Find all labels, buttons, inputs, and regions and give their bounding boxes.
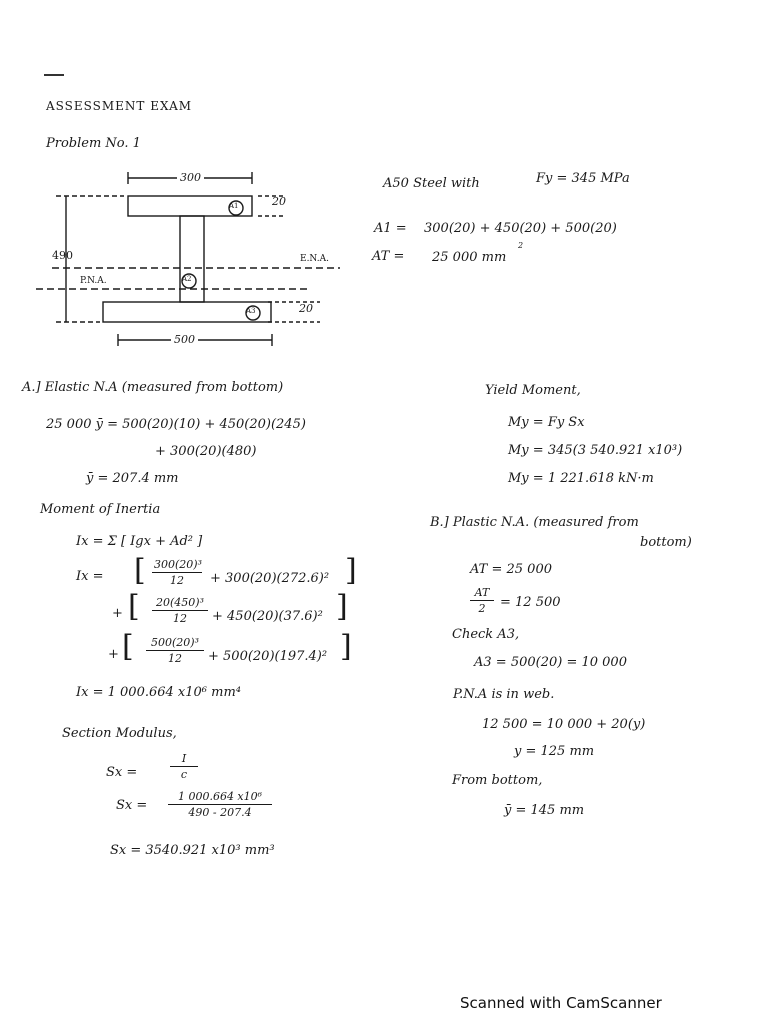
camscanner-watermark: Scanned with CamScanner <box>460 994 662 1012</box>
half-area-fraction: $\frac{AT}{2}$ <box>470 586 494 615</box>
part-b-heading-cont: bottom) <box>640 535 692 550</box>
area-lhs: A1 = <box>374 221 407 236</box>
dim-bottom-thickness: 20 <box>299 302 313 315</box>
a3-value: A3 = 500(20) = 10 000 <box>474 655 627 670</box>
pna-location: P.N.A is in web. <box>453 687 555 702</box>
moi-term3-rest: + 500(20)(197.4)² <box>208 649 328 664</box>
from-bottom-label: From bottom, <box>452 773 543 788</box>
yield-moment-result: My = 1 221.618 kN·m <box>508 471 654 486</box>
tag-a2: A2 <box>182 275 192 283</box>
yield-strength: Fy = 345 MPa <box>536 171 630 186</box>
sx-lhs-2: Sx = <box>116 798 148 813</box>
pna-web-depth: y = 125 mm <box>514 744 595 759</box>
problem-label: Problem No. 1 <box>46 136 141 151</box>
total-area-lhs: AT = <box>372 249 405 264</box>
total-area: 25 000 mm <box>432 250 507 265</box>
moi-lhs: Ix = <box>76 569 104 584</box>
dim-top-thickness: 20 <box>272 195 286 208</box>
centroid-equation-cont: + 300(20)(480) <box>155 444 257 459</box>
area-sum: 300(20) + 450(20) + 500(20) <box>424 221 617 236</box>
moi-term1-fraction: $\frac{\text{300(20)³}}{12}$ <box>154 558 202 587</box>
sx-fraction-2: $\frac{\text{1 000.664 x10⁶}}{490 - 207.4}$ <box>168 790 272 819</box>
moi-plus-3: + <box>108 647 119 662</box>
elastic-na-result: ȳ = 207.4 mm <box>86 471 179 486</box>
moi-formula: Ix = Σ [ Igx + Ad² ] <box>76 534 203 549</box>
tag-a1: A1 <box>229 202 239 210</box>
plastic-na-result: ȳ = 145 mm <box>504 803 585 818</box>
yield-moment-title: Yield Moment, <box>485 383 581 398</box>
dim-top-width: 300 <box>177 172 204 183</box>
section-modulus-title: Section Modulus, <box>62 726 177 741</box>
section-modulus-result: Sx = 3540.921 x10³ mm³ <box>110 843 275 858</box>
moi-term2-fraction: $\frac{\text{20(450)³}}{12}$ <box>152 596 208 625</box>
sx-fraction-1: $\frac{I}{c}$ <box>170 752 198 781</box>
yield-moment-formula: My = Fy Sx <box>508 415 585 430</box>
dim-height: 490 <box>52 249 73 262</box>
moi-term2-rest: + 450(20)(37.6)² <box>212 609 323 624</box>
moi-plus-2: + <box>112 606 123 621</box>
yield-moment-substitution: My = 345(3 540.921 x10³) <box>508 443 683 458</box>
centroid-equation: 25 000 ȳ = 500(20)(10) + 450(20)(245) <box>46 417 306 432</box>
tag-a3: A3 <box>246 307 256 315</box>
total-area-exponent: 2 <box>518 241 524 250</box>
part-a-heading: A.] Elastic N.A (measured from bottom) <box>22 380 284 395</box>
ena-label: E.N.A. <box>300 254 329 264</box>
moi-term3-fraction: $\frac{\text{500(20)³}}{12}$ <box>146 636 204 665</box>
dim-bottom-width: 500 <box>171 334 198 345</box>
total-area-plastic: AT = 25 000 <box>470 562 552 577</box>
part-b-heading: B.] Plastic N.A. (measured from <box>430 515 639 530</box>
moi-title: Moment of Inertia <box>40 502 161 517</box>
check-a3-label: Check A3, <box>452 627 520 642</box>
steel-grade: A50 Steel with <box>383 176 480 191</box>
moi-term1-rest: + 300(20)(272.6)² <box>210 571 330 586</box>
sx-lhs-1: Sx = <box>106 765 138 780</box>
page-title: ASSESSMENT EXAM <box>46 99 193 113</box>
half-area-value: = 12 500 <box>500 595 561 610</box>
pna-label: P.N.A. <box>80 276 107 286</box>
pna-equation: 12 500 = 10 000 + 20(y) <box>482 717 646 732</box>
moi-result: Ix = 1 000.664 x10⁶ mm⁴ <box>76 685 242 700</box>
